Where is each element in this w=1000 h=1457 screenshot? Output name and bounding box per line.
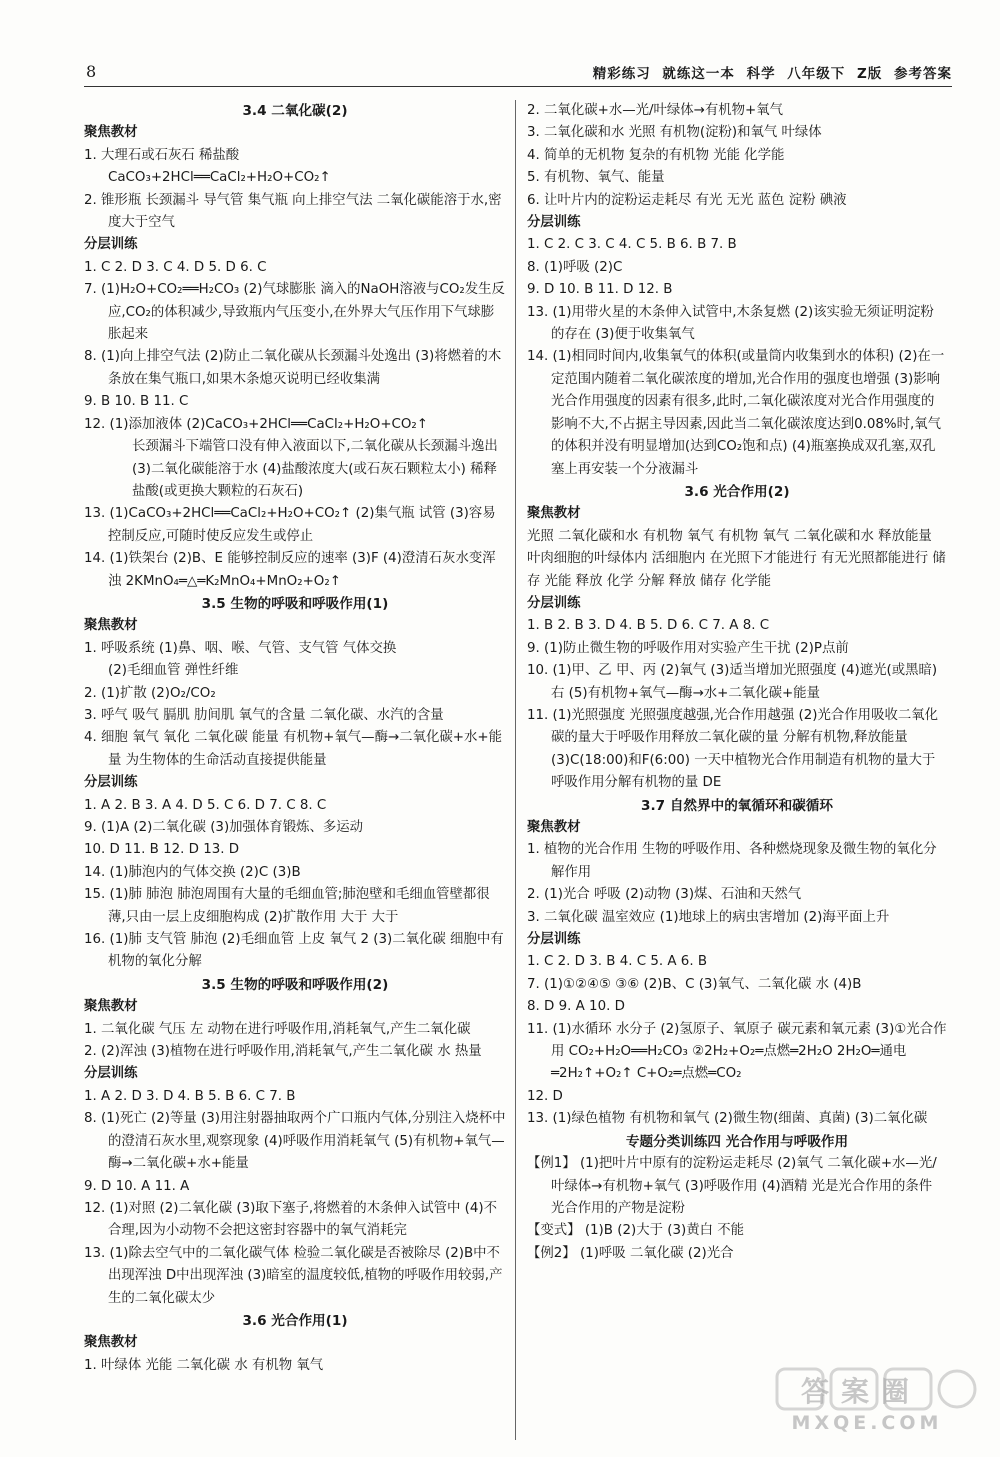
answer-item: 9. D 10. B 11. D 12. B (527, 282, 673, 298)
answer-item: 1. C 2. D 3. C 4. D 5. D 6. C (84, 259, 267, 275)
section-title: 专题分类训练四 光合作用与呼吸作用 (625, 1133, 849, 1150)
left-column (84, 100, 506, 1377)
answer-item: 14. (1)铁架台 (2)B、E 能够控制反应的速率 (3)F (4)澄清石灰水变浑浊 2KMnO₄═△═K₂MnO₄+MnO₂+O₂↑ (84, 551, 496, 589)
subsection-label: 分层训练 (527, 595, 581, 611)
answer-item: 2. 锥形瓶 长颈漏斗 导气管 集气瓶 向上排空气法 二氧化碳能溶于水,密度大于空气 (84, 192, 502, 231)
section-title: 3.6 光合作用(1) (242, 1312, 348, 1329)
answer-item: 8. D 9. A 10. D (527, 999, 625, 1015)
answer-item: 14. (1)肺泡内的气体交换 (2)C (3)B (84, 864, 301, 880)
answer-item: 1. 呼吸系统 (1)鼻、咽、喉、气管、支气管 气体交换 (84, 640, 397, 656)
answer-item: 8. (1)呼吸 (2)C (527, 259, 623, 275)
section-title: 3.4 二氧化碳(2) (242, 103, 348, 119)
section-title: 3.6 光合作用(2) (684, 483, 790, 500)
column-divider (515, 100, 516, 1440)
answer-item: 4. 细胞 氧气 氧化 二氧化碳 能量 有机物+氧气—酶→二氧化碳+水+能量 为生物体的生命活动直接提供能量 (84, 730, 502, 768)
subsection-label: 分层训练 (84, 1066, 138, 1082)
subsection-label: 聚焦教材 (84, 1335, 138, 1351)
right-column (527, 100, 947, 1265)
watermark-site: MXQE.COM (791, 1412, 943, 1434)
answer-item: 14. (1)相同时间内,收集氧气的体积(或量筒内收集到水的体积) (2)在一定范围内随着二氧化碳浓度的增加,光合作用的强度也增强 (3)影响光合作用强度的因素有很多,此时,二氧化碳浓度对光合作用强度的影响不大,不占据主导因素,因此当二氧化碳浓度达到0.08%时,氧气的体积并没有明显增加(达到CO₂饱和点) (4)瓶塞换成双孔塞,双孔塞上再安装一个分液漏斗 (527, 349, 945, 477)
answer-item: 8. (1)死亡 (2)等量 (3)用注射器抽取两个广口瓶内气体,分别注入烧杯中的澄清石灰水里,观察现象 (4)呼吸作用消耗氧气 (5)有机物+氧气—酶→二氧化碳+水+能量 (84, 1111, 506, 1172)
page-number: 8 (86, 62, 97, 81)
answer-item: 2. (1)光合 呼吸 (2)动物 (3)煤、石油和天然气 (527, 887, 802, 903)
answer-item: 1. A 2. B 3. A 4. D 5. C 6. D 7. C 8. C (84, 797, 327, 813)
answer-item: 6. 让叶片内的淀粉运走耗尽 有光 无光 蓝色 淀粉 碘液 (527, 192, 847, 208)
page-header (84, 56, 952, 87)
subsection-label: 聚焦教材 (84, 125, 138, 141)
answer-item: 13. (1)CaCO₃+2HCl══CaCl₂+H₂O+CO₂↑ (2)集气瓶 试管 (3)容易控制反应,可随时使反应发生或停止 (84, 506, 496, 544)
watermark-logo (775, 1365, 980, 1435)
answer-item: 【例2】 (1)呼吸 二氧化碳 (2)光合 (527, 1245, 734, 1261)
subsection-label: 分层训练 (84, 775, 138, 791)
answer-item: 1. A 2. D 3. D 4. B 5. B 6. C 7. B (84, 1088, 296, 1104)
answer-item: 9. D 10. A 11. A (84, 1178, 190, 1194)
answer-item: 12. (1)添加液体 (2)CaCO₃+2HCl══CaCl₂+H₂O+CO₂↑ (84, 416, 429, 432)
subsection-label: 聚焦教材 (84, 999, 138, 1015)
answer-item: 13. (1)用带火星的木条伸入试管中,木条复燃 (2)该实验无须证明淀粉的存在 (3)便于收集氧气 (527, 304, 934, 343)
answer-item: 2. (1)扩散 (2)O₂/CO₂ (84, 685, 216, 701)
answer-item: 1. 植物的光合作用 生物的呼吸作用、各种燃烧现象及微生物的氧化分解作用 (527, 842, 937, 880)
answer-item: 1. C 2. D 3. B 4. C 5. A 6. B (527, 954, 708, 970)
book-info: 精彩练习 就练这一本 科学 八年级下 Z版 参考答案 (592, 66, 952, 82)
answer-item: 15. (1)肺 肺泡 肺泡周围有大量的毛细血管;肺泡壁和毛细血管壁都很薄,只由一层上皮细胞构成 (2)扩散作用 大于 大于 (84, 887, 490, 925)
answer-item: 7. (1)①②④⑤ ③⑥ (2)B、C (3)氧气、二氧化碳 水 (4)B (527, 976, 862, 992)
answer-item: 1. B 2. B 3. D 4. B 5. D 6. C 7. A 8. C (527, 618, 770, 634)
answer-item: 7. (1)H₂O+CO₂══H₂CO₃ (2)气球膨胀 滴入的NaOH溶液与CO₂发生反应,CO₂的体积减少,导致瓶内气压变小,在外界大气压作用下气球膨胀起来 (84, 282, 505, 343)
answer-item: 16. (1)肺 支气管 肺泡 (2)毛细血管 上皮 氧气 2 (3)二氧化碳 细胞中有机物的氧化分解 (84, 932, 504, 970)
answer-item: 13. (1)除去空气中的二氧化碳气体 检验二氧化碳是否被除尽 (2)B中不出现浑浊 D中出现浑浊 (3)暗室的温度较低,植物的呼吸作用较弱,产生的二氧化碳太少 (84, 1245, 503, 1306)
answer-item: 12. D (527, 1088, 563, 1104)
answer-item: 9. (1)A (2)二氧化碳 (3)加强体育锻炼、多运动 (84, 820, 364, 835)
subsection-label: 分层训练 (84, 237, 138, 253)
answer-item: 4. 简单的无机物 复杂的有机物 光能 化学能 (527, 147, 785, 163)
answer-item: 10. D 11. B 12. D 13. D (84, 842, 240, 858)
answer-item: 9. (1)防止微生物的呼吸作用对实验产生干扰 (2)P点前 (527, 640, 849, 656)
subsection-label: 聚焦教材 (527, 820, 581, 835)
answer-paragraph: 光照 二氧化碳和水 有机物 氧气 有机物 氧气 二氧化碳和水 释放能量 叶肉细胞的叶绿体内 活细胞内 在光照下才能进行 有无光照都能进行 储存 光能 释放 化学 分解 释放 储存 化学能 (527, 528, 946, 589)
answer-item: 11. (1)光照强度 光照强度越强,光合作用越强 (2)光合作用吸收二氧化碳的量大于呼吸作用释放二氧化碳的量 分解有机物,释放能量 (3)C(18:00)和F(6:00) 一天中植物光合作用制造有机物的量大于呼吸作用分解有机物的量 DE (527, 707, 939, 791)
answer-item: 1. C 2. C 3. C 4. C 5. B 6. B 7. B (527, 237, 737, 253)
answer-item: 2. (2)浑浊 (3)植物在进行呼吸作用,消耗氧气,产生二氧化碳 水 热量 (84, 1044, 482, 1060)
answer-item: 11. (1)水循环 水分子 (2)氢原子、氧原子 碳元素和氧元素 (3)①光合作用 CO₂+H₂O══H₂CO₃ ②2H₂+O₂═点燃═2H₂O 2H₂O═通电═2H₂↑+O₂↑ C+O₂═点燃═CO₂ (527, 1021, 947, 1082)
answer-item: 【变式】 (1)B (2)大于 (3)黄白 不能 (527, 1223, 745, 1239)
answer-item: 1. 大理石或石灰石 稀盐酸 (84, 147, 240, 163)
answer-item: 13. (1)绿色植物 有机物和氧气 (2)微生物(细菌、真菌) (3)二氧化碳 (527, 1111, 928, 1127)
answer-continuation: 长颈漏斗下端管口没有伸入液面以下,二氧化碳从长颈漏斗逸出 (3)二氧化碳能溶于水 (4)盐酸浓度大(或石灰石颗粒太小) 稀释盐酸(或更换大颗粒的石灰石) (132, 439, 498, 499)
answer-item: 3. 二氧化碳 温室效应 (1)地球上的病虫害增加 (2)海平面上升 (527, 909, 890, 925)
section-title: 3.5 生物的呼吸和呼吸作用(2) (201, 976, 389, 993)
watermark-text: 答案圈 (800, 1375, 922, 1408)
answer-item: 3. 二氧化碳和水 光照 有机物(淀粉)和氧气 叶绿体 (527, 125, 822, 141)
answer-item: 8. (1)向上排空气法 (2)防止二氧化碳从长颈漏斗处逸出 (3)将燃着的木条放在集气瓶口,如果木条熄灭说明已经收集满 (84, 349, 502, 387)
subsection-label: 分层训练 (527, 215, 581, 231)
answer-continuation: (2)毛细血管 弹性纤维 (108, 663, 239, 679)
answer-item: 2. 二氧化碳+水—光/叶绿体→有机物+氧气 (527, 103, 784, 118)
answer-item: 1. 叶绿体 光能 二氧化碳 水 有机物 氧气 (84, 1357, 324, 1373)
answer-item: 5. 有机物、氧气、能量 (527, 170, 665, 186)
section-title: 3.5 生物的呼吸和呼吸作用(1) (201, 595, 389, 612)
answer-continuation: CaCO₃+2HCl══CaCl₂+H₂O+CO₂↑ (108, 170, 331, 186)
answer-item: 【例1】 (1)把叶片中原有的淀粉运走耗尽 (2)氧气 二氧化碳+水—光/叶绿体→有机物+氧气 (3)呼吸作用 (4)酒精 光是光合作用的条件 光合作用的产物是淀粉 (527, 1156, 937, 1216)
answer-item: 10. (1)甲、乙 甲、丙 (2)氧气 (3)适当增加光照强度 (4)遮光(或黑暗) 右 (5)有机物+氧气—酶→水+二氧化碳+能量 (527, 663, 938, 701)
answer-item: 12. (1)对照 (2)二氧化碳 (3)取下塞子,将燃着的木条伸入试管中 (4)不合理,因为小动物不会把这密封容器中的氧气消耗完 (84, 1200, 498, 1239)
subsection-label: 聚焦教材 (527, 506, 581, 522)
answer-item: 9. B 10. B 11. C (84, 394, 189, 410)
answer-item: 3. 呼气 吸气 膈肌 肋间肌 氧气的含量 二氧化碳、水汽的含量 (84, 707, 444, 723)
section-title: 3.7 自然界中的氧循环和碳循环 (641, 797, 833, 814)
subsection-label: 聚焦教材 (84, 618, 138, 634)
answer-item: 1. 二氧化碳 气压 左 动物在进行呼吸作用,消耗氧气,产生二氧化碳 (84, 1021, 471, 1037)
subsection-label: 分层训练 (527, 932, 581, 948)
